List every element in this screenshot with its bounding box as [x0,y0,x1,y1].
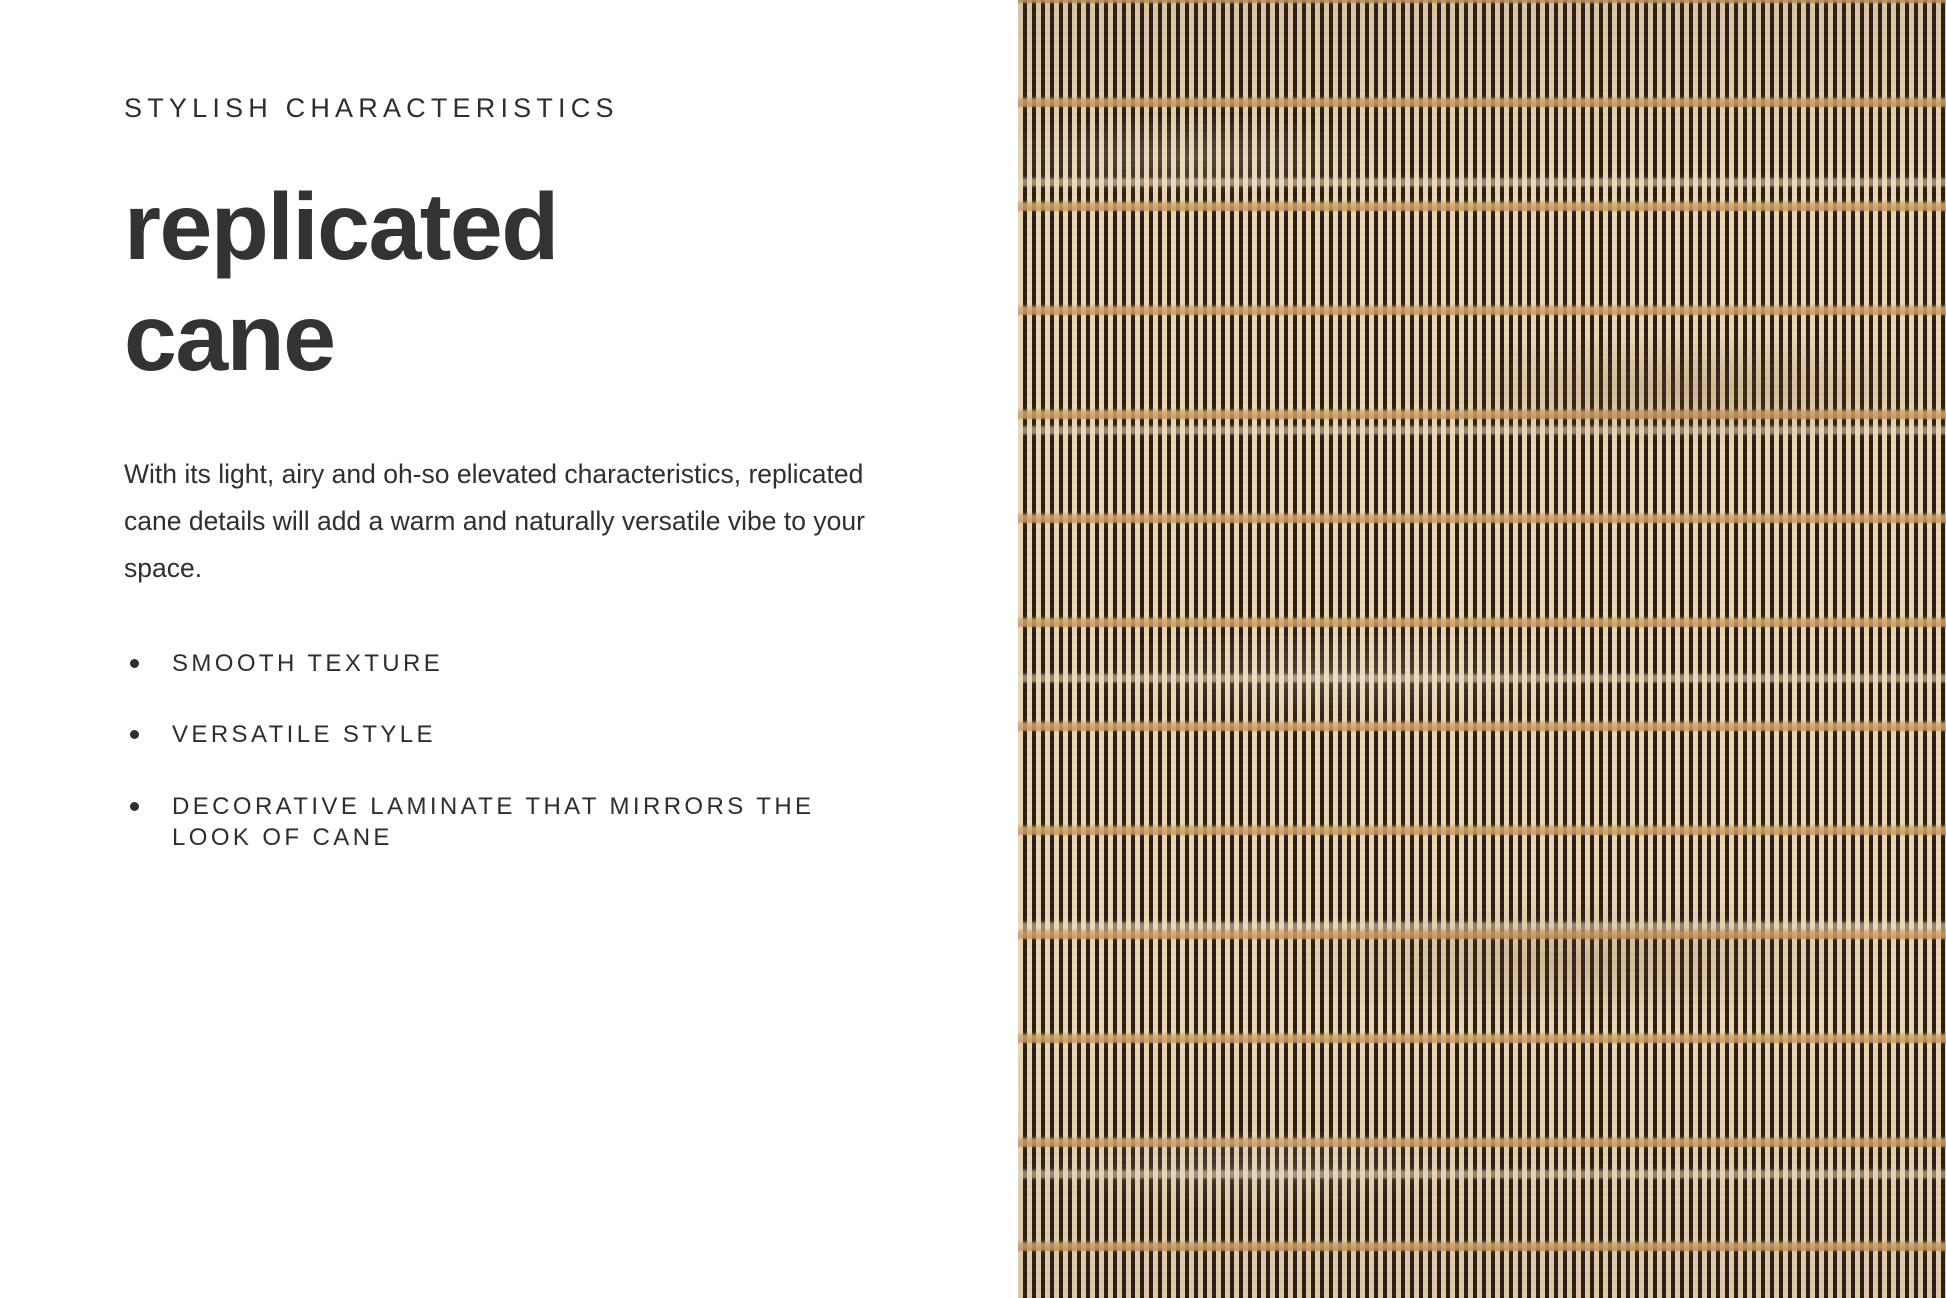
list-item [124,719,872,750]
list-item-label: VERSATILE STYLE [172,721,436,749]
eyebrow-label: STYLISH CHARACTERISTICS [124,93,619,123]
bullet-icon [130,802,139,811]
cane-texture-image [1018,0,1946,1298]
feature-list [124,648,1018,853]
list-item-label: SMOOTH TEXTURE [172,650,444,678]
page-title: replicated cane [124,174,558,391]
bullet-icon [130,730,139,739]
weave-shading-layer [1018,0,1946,1298]
body-paragraph: With its light, airy and oh-so elevated characteristics, replicated cane details will add a warm and naturally versatile vibe to your space. [124,458,865,584]
bullet-icon [130,659,139,668]
list-item [124,791,872,853]
list-item [124,648,872,679]
list-item-label: DECORATIVE LAMINATE THAT MIRRORS THE LOOK OF CANE [172,792,815,851]
